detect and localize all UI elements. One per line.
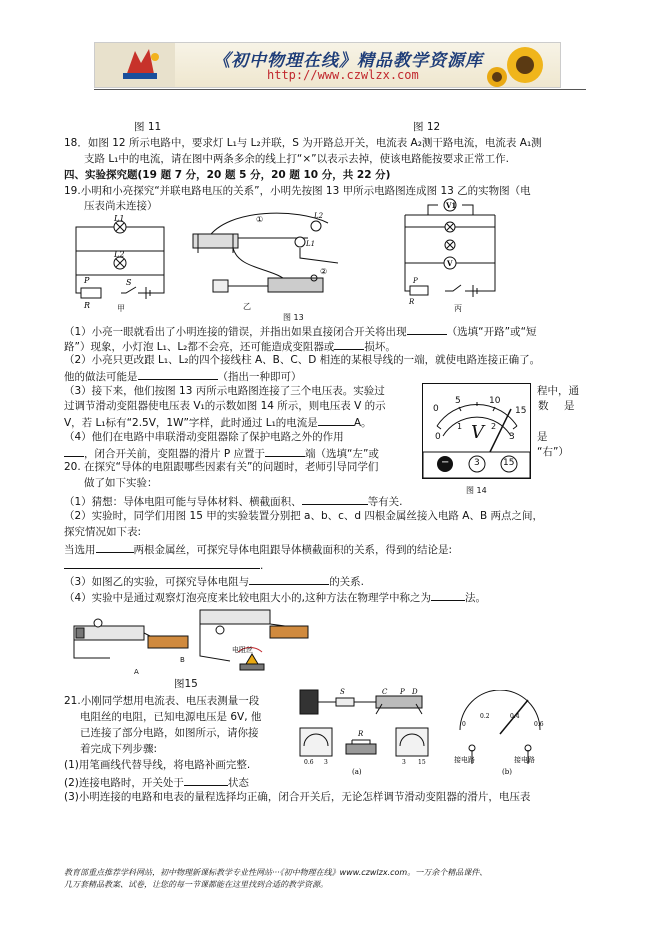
fig15-b-label: B [180,656,185,664]
svg-text:0.6: 0.6 [304,759,314,766]
q19-line2: 压表尚未连接） [84,200,158,212]
svg-text:R: R [358,730,364,738]
svg-text:②: ② [320,267,328,276]
q19-p4b-right: “右”） [537,446,569,458]
terminal-15: 15 [503,458,515,468]
q20-g2b: 探究情况如下表: [64,526,142,538]
svg-text:0.6: 0.6 [534,721,544,728]
q21-s3: (3)小明连接的电路和电表的量程选择均正确，闭合开关后，无论怎样调节滑动变阻器的滑片，电压表 [64,791,531,803]
q19-p1c: 路”）现象，小灯泡 L₁、L₂都不会亮，还可能造成变阻器或 损坏。 [64,341,396,353]
meter-tick-15: 15 [515,406,527,416]
svg-text:P: P [400,688,405,696]
q19-p3c: V，若 L₁标有“2.5V，1W”字样，此时通过 L₁的电流是 A。 [64,417,372,429]
svg-text:L1: L1 [306,240,316,248]
footer-line2: 几万套精品教案、试卷，让您的每一节课都能在这里找到合适的教学资源。 [64,880,328,889]
footer-line1: 教育部重点推荐学科网站，初中物理新课标教学专业性网站···《初中物理在线》www.czwlzx.com。一万余个精品课件、 [64,868,488,877]
banner-title: 《初中物理在线》精品教学资源库 [213,51,483,71]
q19-p4b: ，闭合开关前，变阻器的滑片 P 应置于 端（选填“左”或 [64,446,379,461]
terminal-neg: − [441,457,450,468]
q19-p1a: （1）小亮一眼就看出了小明连接的错误，并指出如果直接闭合开关将出现 （选填“开路”或“短 [64,326,537,338]
fig12-caption: 图 12 [413,121,441,133]
q21-fig-a [296,684,446,776]
q20-g2c: 当选用 两根金属丝，可探究导体电阻跟导体横截面积的关系，得到的结论是: [64,544,453,556]
q21-s2: (2)连接电路时，开关处于 状态 [64,777,249,789]
fig13-jia-circuit [66,215,176,310]
meter-tick-10: 10 [489,396,501,406]
svg-text:3: 3 [324,759,328,766]
q19-p2b: 他的做法可能是 （指出一种即可） [64,371,302,383]
svg-text:P: P [413,277,418,285]
svg-text:V1: V1 [446,201,457,210]
q18-line2: 支路 L₁中的电流，请在图中两条多余的线上打“×”以表示去掉，使该电路能按要求正常工作. [84,153,509,165]
svg-text:L2: L2 [314,212,324,220]
fig13-bing-label: 丙 [454,304,462,313]
svg-text:P: P [84,276,90,285]
q19-p2a: （2）小亮只更改跟 L₁、L₂的四个接线柱 A、B、C、D 相连的某根导线的一端，就使电路连接正确了。 [64,354,541,366]
fig11-caption: 图 11 [134,121,162,133]
section-4-heading: 四、实验探究题(19 题 7 分，20 题 5 分，20 题 10 分，共 22 分) [64,169,391,181]
fig14-voltmeter [422,383,531,479]
q21-line1: 21.小刚同学想用电流表、电压表测量一段 [64,695,260,707]
svg-text:0: 0 [462,721,466,728]
meter-tick-0b: 0 [435,432,441,442]
svg-text:接电路: 接电路 [514,756,535,764]
fig15-caption: 图15 [174,678,198,690]
svg-text:S: S [126,278,132,287]
svg-text:①: ① [256,215,264,224]
q19-p3b: 过调节滑动变阻器使电压表 V₁的示数如图 14 所示，则电压表 V 的示 [64,400,386,412]
meter-tick-1: 1 [457,422,463,431]
q20-g2a: （2）实验时，同学们用图 15 甲的实验装置分别把 a、b、c、d 四根金属丝接入电路 A、B 两点之间， [64,510,543,522]
svg-text:L1: L1 [114,215,125,223]
q21-line2: 电阻丝的电阻，已知电源电压是 6V, 他 [80,711,262,723]
q19-p4a-right: 是 [537,431,548,443]
q20-g2e: . [64,558,263,573]
q21-s1: (1)用笔画线代替导线，将电路补画完整. [64,759,251,771]
svg-text:3: 3 [402,759,406,766]
svg-text:V: V [447,259,453,268]
q20-line1: 20. 在探究“导体的电阻跟哪些因素有关”的问题时，老师引导同学们 [64,461,379,473]
header-banner [94,42,561,88]
q19-p3a-right: 程中，通 [537,385,579,397]
terminal-3: 3 [474,458,480,468]
q19-p4a: （4）他们在电路中串联滑动变阻器除了保护电路之外的作用 [64,431,344,443]
meter-tick-2: 2 [491,422,497,431]
q20-g1: （1）猜想：导体电阻可能与导体材料、横截面积、 等有关. [64,496,403,508]
q21-line4: 着完成下列步骤: [80,743,158,755]
q20-line2: 做了如下实验： [84,477,158,489]
q20-g4: （4）实验中是通过观察灯泡亮度来比较电阻大小的,这种方法在物理学中称之为 法。 [64,592,487,604]
q19-line1: 19.小明和小亮探究“并联电路电压的关系”，小明先按图 13 甲所示电路图连成图 13 乙的实物图（电 [64,185,531,197]
q19-p3b-right1: 数 [538,400,549,412]
q18-line1: 18．如图 12 所示电路中，要求灯 L₁与 L₂并联，S 为开路总开关，电流表 A₂测干路电流，电流表 A₁测 [64,137,542,149]
svg-text:D: D [412,688,418,696]
fig13-yi-apparatus [188,208,348,308]
fig15-wire-label: 电阻丝 [232,646,253,654]
q21-line3: 已连接了部分电路，如图所示，请你接 [80,727,259,739]
svg-text:(b): (b) [502,768,512,776]
fig13-jia-label: 甲 [117,304,125,313]
meter-tick-5: 5 [455,396,461,406]
fig14-caption: 图 14 [466,486,487,495]
q19-p3a: （3）接下来，他们按图 13 丙所示电路图连接了三个电压表。实验过 [64,385,385,397]
svg-text:15: 15 [418,759,426,766]
q20-g3: （3）如图乙的实验，可探究导体电阻与 的关系. [64,576,365,588]
fig13-caption: 图 13 [283,313,304,322]
q21-fig-b [450,690,570,776]
fig15-apparatus [70,606,310,682]
svg-text:S: S [340,688,345,696]
fig13-bing-circuit [393,193,508,305]
svg-text:R: R [409,298,415,305]
meter-tick-0: 0 [433,404,439,414]
svg-text:L2: L2 [114,250,125,259]
banner-url: http://www.czwlzx.com [267,68,419,82]
svg-text:R: R [84,301,91,310]
sunflower-icon [487,47,543,87]
svg-text:0.4: 0.4 [510,713,520,720]
svg-text:接电路: 接电路 [454,756,475,764]
svg-text:C: C [382,688,388,696]
fig13-yi-label: 乙 [243,302,251,311]
q19-p3b-right2: 是 [564,400,575,412]
meter-tick-3: 3 [509,432,515,442]
header-rule [94,89,586,90]
meter-v-symbol: V [471,422,484,443]
svg-text:(a): (a) [352,768,362,776]
fig15-a-label: A [134,668,139,676]
svg-text:0.2: 0.2 [480,713,490,720]
